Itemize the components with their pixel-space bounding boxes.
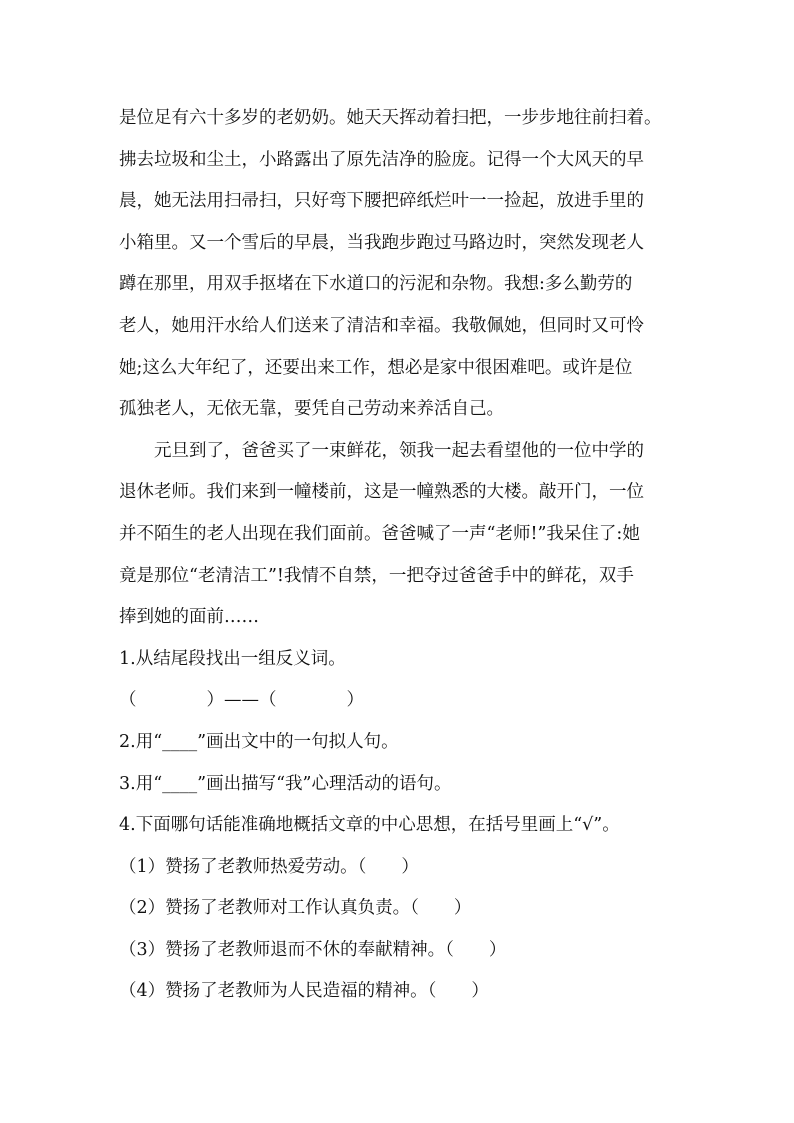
passage-line: 她;这么大年纪了，还要出来工作，想必是家中很困难吧。或许是位 [119,357,633,378]
passage-line: 并不陌生的老人出现在我们面前。爸爸喊了一声“老师!”我呆住了:她 [119,523,640,544]
question-2: 2.用“____”画出文中的一句拟人句。 [119,731,399,752]
document-content [119,98,679,1013]
passage-line: 老人，她用汗水给人们送来了清洁和幸福。我敬佩她，但同时又可怜 [119,315,644,336]
passage-line: 元旦到了，爸爸买了一束鲜花，领我一起去看望他的一位中学的 [154,440,644,461]
question-4: 4.下面哪句话能准确地概括文章的中心思想，在括号里画上“√”。 [119,815,620,836]
passage-line: 蹲在那里，用双手抠堵在下水道口的污泥和杂物。我想:多么勤劳的 [119,274,633,295]
passage-line: 小箱里。又一个雪后的早晨，当我跑步跑过马路边时，突然发现老人 [119,232,644,253]
passage-line: 晨，她无法用扫帚扫，只好弯下腰把碎纸烂叶一一捡起，放进手里的 [119,191,644,212]
passage-line: 竟是那位“老清洁工”!我情不自禁，一把夺过爸爸手中的鲜花，双手 [119,565,634,586]
passage-line: 是位足有六十多岁的老奶奶。她天天挥动着扫把，一步步地往前扫着。 [119,108,662,128]
passage-line: 捧到她的面前…… [119,607,259,628]
question-4-option: （1）赞扬了老教师热爱劳动。（ ） [119,856,419,877]
passage-line: 孤独老人，无依无靠，要凭自己劳动来养活自己。 [119,399,504,420]
passage-line: 拂去垃圾和尘土，小路露出了原先洁净的脸庞。记得一个大风天的早 [119,149,644,170]
passage-line: 退休老师。我们来到一幢楼前，这是一幢熟悉的大楼。敲开门，一位 [119,482,644,503]
question-1-answer-blank: （ ）——（ ） [119,690,364,711]
question-4-option: （4）赞扬了老教师为人民造福的精神。（ ） [119,981,489,1002]
question-3: 3.用“____”画出描写“我”心理活动的语句。 [119,773,452,794]
question-1: 1.从结尾段找出一组反义词。 [119,648,346,669]
question-4-option: （2）赞扬了老教师对工作认真负责。（ ） [119,898,472,919]
question-4-option: （3）赞扬了老教师退而不休的奉献精神。（ ） [119,939,507,960]
